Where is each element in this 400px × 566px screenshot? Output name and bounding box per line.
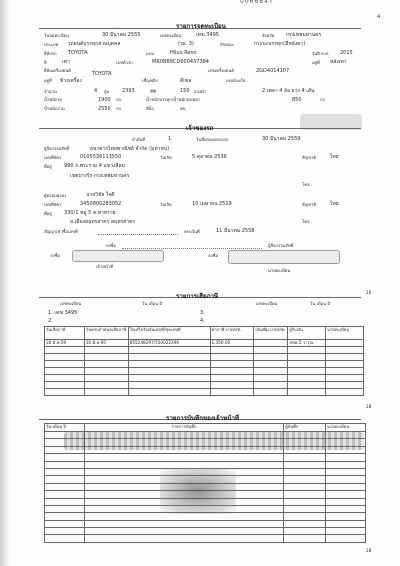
province-label: จังหวัด [262,33,275,38]
tax-col-header: วันครบกำหนดเสียภาษี [84,327,128,340]
officer-header-row [45,424,366,432]
color-label: สี [44,60,47,65]
bottom-page-number: 18 [366,548,372,553]
tax-cell [84,382,128,389]
color-value: เทา [62,59,70,65]
tax-cell: 30 มี.ค.59 [45,340,85,347]
tax-cell [326,375,364,382]
tax-cell [84,389,128,396]
officer-page-number: 18 [366,404,372,409]
sign-registrar-role: นายทะเบียน [268,268,291,273]
officer-row [45,520,366,527]
gas-tank-label: เลขถังแก๊ส [226,78,246,83]
type-value: รถยนต์บรรทุกส่วนบุคคล [68,41,121,47]
tax-col-header: วันเสียภาษี [45,327,85,340]
chassis-label: เลขตัวรถ [116,60,133,65]
officer-cell [45,476,85,483]
axle-wheel-value: 2 เพลา 4 ล้อ ยาง 4 เส้น [262,88,315,94]
registered-date-label: วันจดทะเบียน [44,33,69,38]
sign-owner-role: ผู้ถือกรรมสิทธิ์ [268,243,294,248]
seat-unit: คน [180,106,186,111]
tax-cell [288,347,326,354]
tax-cell [128,354,210,361]
address-line1: 990 ถ.พระราม 4 แขวงสีลม [64,163,125,169]
officer-col-header: รายการบันทึก [84,424,283,432]
tax-cell: 1,350.00 [210,340,254,347]
tax-cell [254,340,288,347]
officer-cell [45,498,85,505]
tax-cell [326,368,364,375]
tax-col-header: ผู้รับเงิน [288,327,326,340]
type-code: (รย. 3) [178,41,194,47]
officer-cell [326,498,366,505]
tax-item-3: 3. [200,310,205,316]
officer-cell [326,528,366,535]
tax-header-row [45,327,364,340]
officer-cell [284,461,326,468]
model-label: แบบ [146,51,155,56]
fuel-value: ดีเซล [180,78,192,84]
officer-cell [45,461,85,468]
tax-cell [84,361,128,368]
tax-cell [128,361,210,368]
weight-value: 1900 [98,97,111,103]
contract-label: สัญญาเช่าซื้อเลขที่ [44,229,78,234]
officer-cell [326,483,366,490]
tax-cell [210,375,254,382]
officer-cell [284,468,326,475]
officer-cell [326,461,366,468]
sign-owner-dotline [122,248,262,249]
registration-title: รายการจดทะเบียน [176,23,226,30]
load-unit: กก. [320,97,327,102]
tax-cell [254,347,288,354]
tax-cell [326,389,364,396]
total-weight-label: น้ำหนักรวม [44,106,65,111]
tax-table [44,326,364,396]
officer-cell [284,454,326,461]
officer-cell [326,513,366,520]
owner-birth-label: วันเกิด [160,155,172,160]
registrar-signature-stamp [228,250,340,264]
possessor-nationality-value: ไทย [330,201,339,207]
officer-cell [284,513,326,520]
engine-brand-label: ยี่ห้อเครื่องยนต์ [44,68,71,73]
tax-cell [128,375,210,382]
possessor-nationality-label: สัญชาติ [302,202,317,207]
tax-page-number: 16 [366,290,372,295]
tax-cell [326,340,364,347]
engine-brand-value: TOYOTA [92,71,112,77]
tax-plate-label-1: เลขทะเบียน [60,301,82,306]
possess-date-value: 30 มีนาคม 2559 [262,136,301,142]
tax-cell [210,382,254,389]
possessor-id-label: เลขที่บัตร [44,202,62,207]
due-label: ครบวันที่ [184,229,200,234]
tax-cell [210,361,254,368]
total-weight-value: 2550 [98,106,111,112]
officer-cell [84,528,283,535]
tax-col-header: ใบเสร็จรับเงินเลขที่/ชุดเลขที่ [128,327,210,340]
weight-label: น้ำหนักรถ [44,97,63,102]
owner-value: ธนาคารไทยพาณิชย์ จำกัด (มหาชน) [90,146,170,152]
registered-date: 30 มีนาคม 2555 [102,32,141,38]
tax-row [45,340,364,347]
phone-label: โทร. [302,182,311,187]
tax-cell [254,368,288,375]
possessor-value: นายวิชัย ใจดี [86,192,115,198]
officer-cell [45,505,85,512]
tax-cell [326,354,364,361]
cc-value: 2393 [122,88,135,94]
address-line2: เขตบางรัก กรุงเทพมหานคร [70,173,130,179]
officer-cell [284,483,326,490]
tax-cell [45,347,85,354]
tax-date-label-1: วัน เดือน ปี [142,301,163,306]
tax-cell: สขพ.5 วารุณ [288,340,326,347]
character-label: ลักษณะ [220,42,234,47]
nationality-value: ไทย [330,154,339,160]
tax-row [45,347,364,354]
tax-cell [326,361,364,368]
brand-label: ยี่ห้อรถ [44,51,57,56]
cylinder-unit: สูบ [104,89,110,94]
officer-cell [326,491,366,498]
possessor-phone-label: โทร. [302,219,311,224]
officer-col-header: ผู้บันทึก [284,424,326,432]
type-label: ประเภท [44,42,59,47]
tax-cell [84,368,128,375]
tax-cell [288,354,326,361]
tax-cell [84,354,128,361]
tax-cell [210,354,254,361]
owner-label: ผู้ถือกรรมสิทธิ์ [44,146,70,151]
cylinder-value: 4 [94,88,98,94]
officer-col-header: วัน เดือน ปี [45,424,85,432]
year-label: รุ่นปี ค.ศ. [312,51,330,56]
tax-item-2: 2. [48,318,53,324]
nationality-label: สัญชาติ [302,155,317,160]
sign-officer-label: ลงชื่อ [50,253,60,258]
officer-cell [45,454,85,461]
possessor-address-line2: อ.เมืองสมุทรสาคร สมุทรสาคร [70,219,136,225]
officer-cell [326,505,366,512]
officer-cell [284,535,326,542]
load-label: น้ำหนักบรรทุก/น้ำหนักลงเพลา [146,97,201,102]
tax-row [45,375,364,382]
order-label: ลำดับที่ [132,137,146,142]
contract-dotline [98,234,178,235]
possessor-birth-label: วันเกิด [160,202,172,207]
tax-cell [326,347,364,354]
corner-number: 4 [377,14,381,20]
officer-cell [45,520,85,527]
officer-cell [284,476,326,483]
scan-edge-shadow [0,0,10,566]
officer-cell [84,535,283,542]
officer-row [45,454,366,461]
officer-cell [284,520,326,527]
tax-cell [288,361,326,368]
possessor-id-value: 3450800283052 [80,201,122,207]
possess-date-label: วันที่ครอบครองรถ [196,137,229,142]
tax-item-4: 4. [200,318,205,324]
brand-value: TOYOTA [68,50,88,56]
tax-cell [210,347,254,354]
load-value: 850 [292,97,302,103]
officer-cell [326,520,366,527]
officer-cell [284,505,326,512]
owner-birth-value: 5 ตุลาคม 2536 [192,154,227,160]
engine-no-label: เลขเครื่องยนต์ [208,68,234,73]
hp-value: 150 [180,88,190,94]
tax-cell [84,347,128,354]
tax-cell [254,354,288,361]
officer-cell [326,454,366,461]
officer-cell [45,535,85,542]
cylinder-label: จำนวน [44,89,57,94]
possessor-label: ผู้ครอบครอง [44,193,67,198]
officer-cell [45,528,85,535]
tax-row [45,354,364,361]
owner-title: เจ้าของรถ [186,125,214,132]
top-stamp-fragment: 0066847 [240,0,274,5]
tax-cell [45,361,85,368]
plate-value: เดฆ 3495 [196,32,219,38]
chassis-value: MR0BB8CD600437384 [152,59,209,65]
tax-cell [254,382,288,389]
tax-cell: 855248297/550022296 [128,340,210,347]
tax-row [45,361,364,368]
chassis-rubbing-image [160,468,236,514]
officer-cell [45,513,85,520]
address-label: ที่อยู่ [44,164,52,169]
tax-cell [254,375,288,382]
weight-unit: กก. [116,97,123,102]
tax-cell [210,368,254,375]
sign-officer-role: เจ้าหน้าที่ [96,264,113,269]
tax-row [45,368,364,375]
sign-registrar-label: ลงชื่อ [208,253,218,258]
tax-item-1: 1. เดฆ 3495 [48,310,78,316]
pasted-barcode-strip [64,432,364,450]
tax-cell [210,389,254,396]
province-value: กรุงเทพมหานคร [286,32,322,38]
engine-location-value: ข้างเครื่อง [60,78,82,84]
engine-location-label: อยู่ที่ [44,78,52,83]
plate-label: เลขทะเบียน [160,33,182,38]
tax-col-header: ค่าภาษี บาท/สต. [210,327,254,340]
officer-cell [326,476,366,483]
officer-cell [284,528,326,535]
sign-owner-label: ลงชื่อ [106,243,116,248]
chassis-location: หลังเทา [330,59,347,65]
possessor-birth-value: 10 เมษายน 2519 [192,201,232,207]
tax-date-label-2: วัน เดือน ปี [310,301,331,306]
fuel-label: เชื้อเพลิง [142,78,158,83]
tax-cell [128,389,210,396]
due-value: 11 มีนาคม 2558 [216,228,255,234]
engine-no-value: 2GD4014107 [256,68,290,74]
possessor-address-line1: 330/1 หมู่ 5 ต.ท่าทราย [64,210,116,216]
officer-notes-title: รายการบันทึกของเจ้าหน้าที่ [166,415,239,422]
tax-cell [128,382,210,389]
possessor-address-label: ที่อยู่ [44,211,52,216]
officer-cell [84,520,283,527]
tax-cell [326,382,364,389]
tax-plate-label-2: เลขทะเบียน [256,301,278,306]
officer-cell [45,468,85,475]
officer-cell [326,535,366,542]
owner-id-label: เลขที่บัตร [44,155,62,160]
seat-label: ที่นั่ง [146,106,154,111]
order-value: 1 [168,136,172,142]
officer-cell [45,483,85,490]
officer-cell [326,468,366,475]
officer-row [45,535,366,542]
tax-cell [45,375,85,382]
tax-cell [288,382,326,389]
officer-cell [45,491,85,498]
tax-cell [254,361,288,368]
tax-cell [254,389,288,396]
model-value: Hilux Revo [170,50,197,56]
tax-row [45,389,364,396]
tax-title: รายการเสียภาษี [176,293,219,300]
tax-cell [288,368,326,375]
tax-cell [45,354,85,361]
officer-signature-stamp [72,250,164,262]
tax-cell [128,368,210,375]
tax-cell [84,375,128,382]
tax-cell [288,389,326,396]
officer-col-header: นายทะเบียน [326,424,366,432]
tax-col-header: เงินเพิ่ม บาท/สต. [254,327,288,340]
owner-id-value: 0105536113550 [80,154,122,160]
officer-cell [284,491,326,498]
tax-cell [45,382,85,389]
tax-col-header: นายทะเบียน [326,327,364,340]
officer-cell [284,498,326,505]
tax-cell: 30 มี.ค.60 [84,340,128,347]
chassis-location-label: อยู่ที่ [312,60,320,65]
tax-cell [128,347,210,354]
officer-cell [84,454,283,461]
officer-row [45,528,366,535]
tax-cell [288,375,326,382]
character-value: กระบะบรรทุก(มีหลังคา) [254,41,306,47]
year-value: 2015 [340,50,353,56]
tax-cell [45,389,85,396]
total-weight-unit: กก. [116,106,123,111]
tax-row [45,382,364,389]
tax-cell [45,368,85,375]
hp-label: แรงม้า [194,89,207,94]
cc-label: ซีซี [150,89,156,94]
